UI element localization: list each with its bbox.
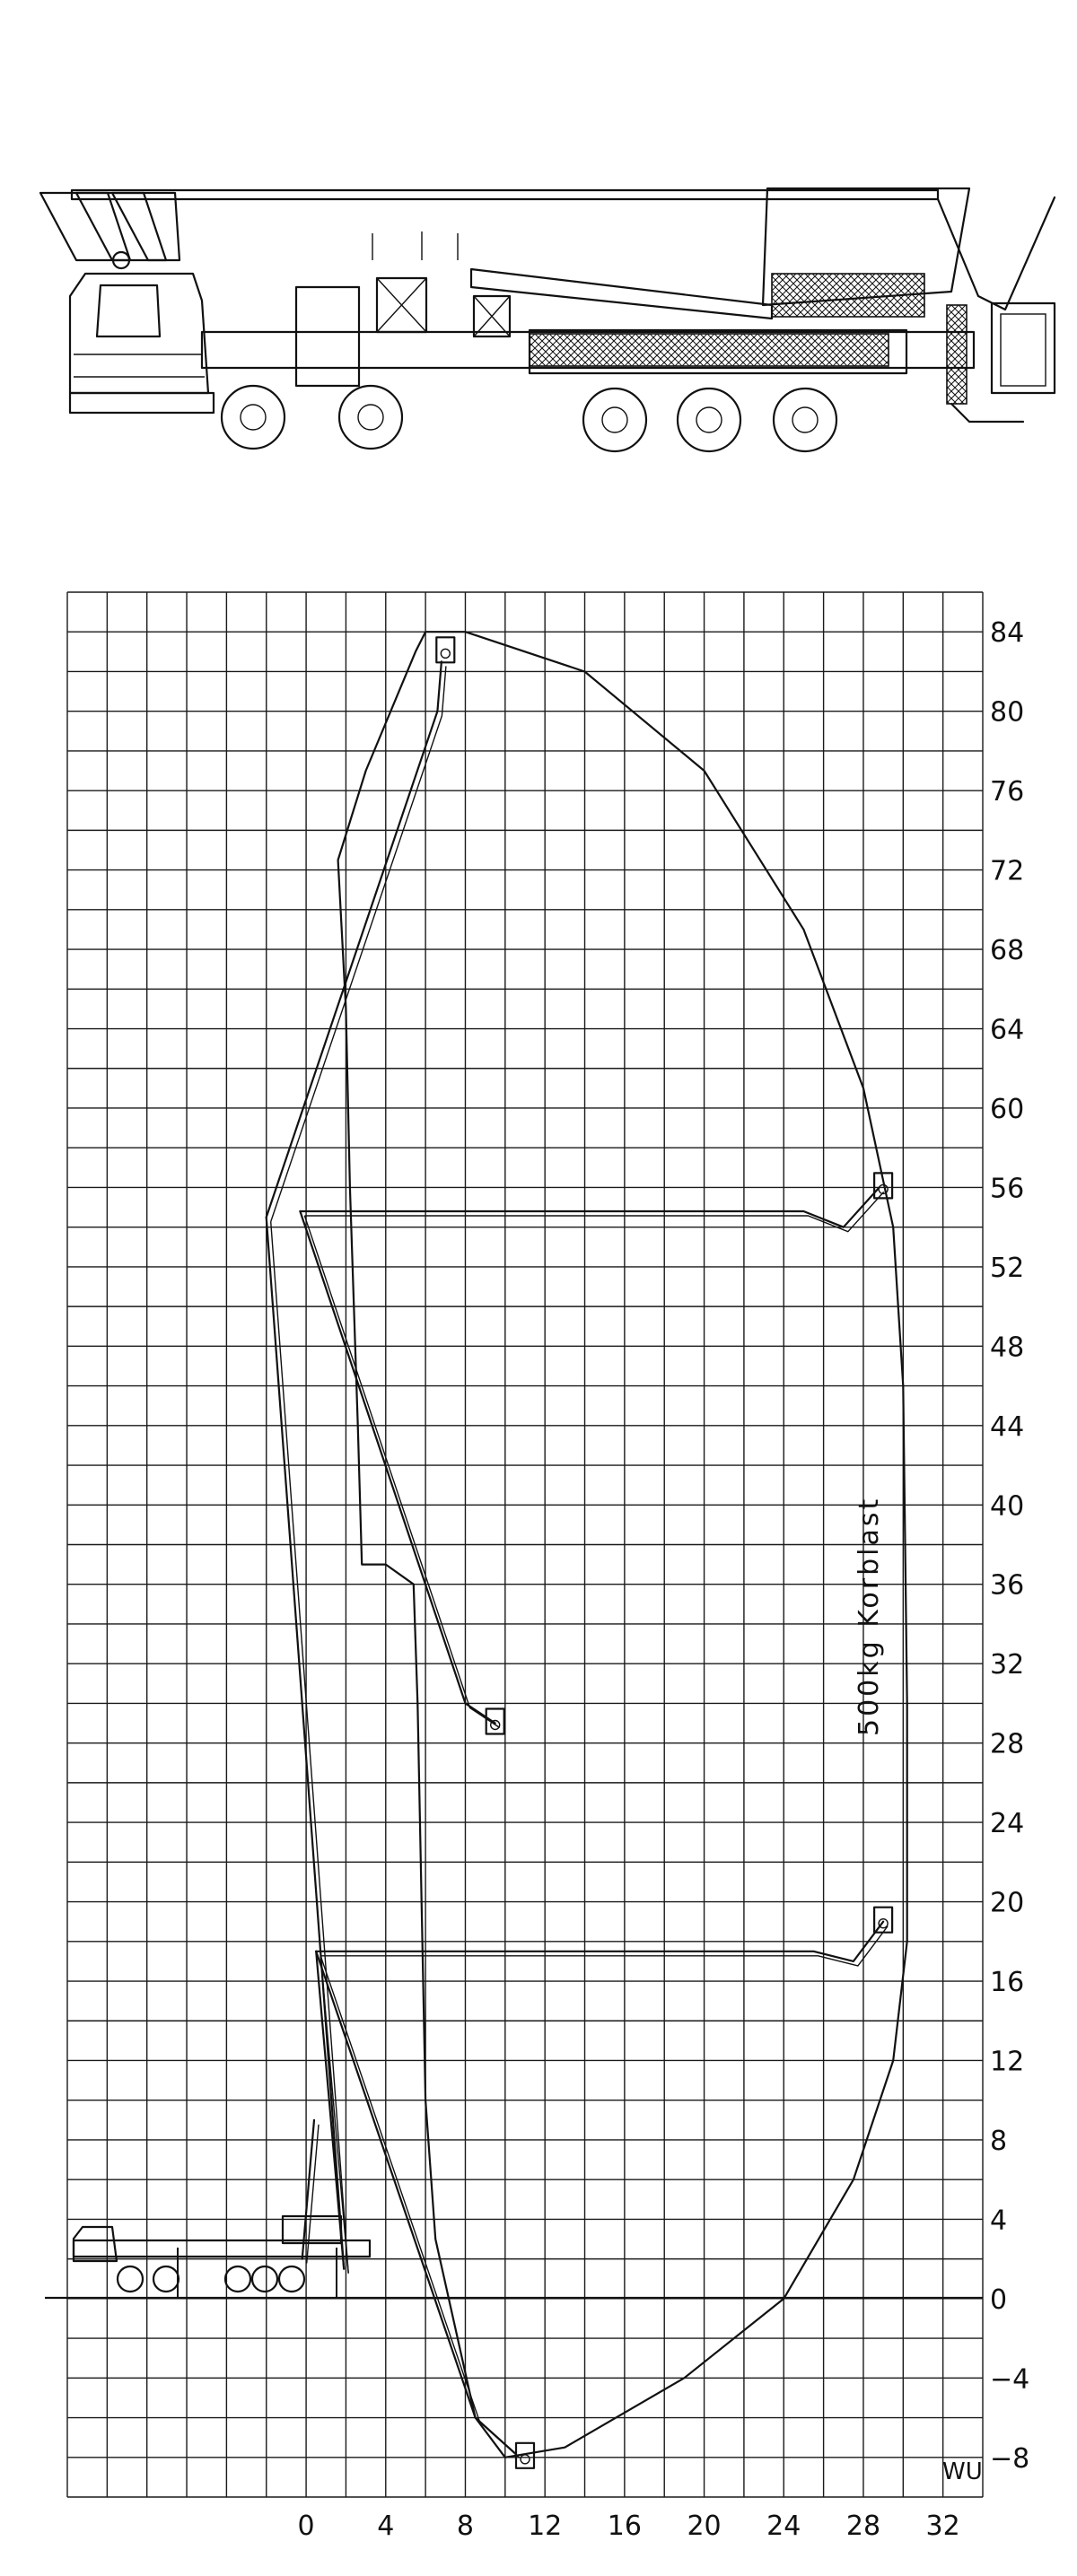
y-tick-label: 24 <box>990 1808 1025 1840</box>
support-posts <box>372 231 458 260</box>
wheel-2 <box>339 386 402 449</box>
upper-boom-folded-29-edge <box>304 1216 499 1728</box>
outrigger-box <box>530 334 889 366</box>
y-tick-label: −4 <box>990 2363 1030 2396</box>
stowed-basket-frame-c <box>112 193 180 260</box>
front-bumper <box>70 393 214 413</box>
x-tick-label: 12 <box>528 2511 563 2542</box>
cab-window <box>97 285 160 336</box>
base-turret <box>283 2216 341 2243</box>
stowed-secondary-boom <box>471 269 772 319</box>
x-tick-label: 8 <box>456 2511 475 2542</box>
basket-mid-folded <box>486 1709 504 1734</box>
y-tick-label: 72 <box>990 855 1025 887</box>
y-tick-label: 60 <box>990 1093 1025 1125</box>
base-truck <box>74 2216 370 2298</box>
upper-boom-horizontal-56 <box>300 1187 879 1227</box>
stowed-basket-frame-b <box>76 193 166 260</box>
truck-cab <box>70 274 208 393</box>
basket-max-height <box>436 637 454 662</box>
y-tick-label: 40 <box>990 1490 1025 1523</box>
y-tick-label: 68 <box>990 935 1025 967</box>
x-tick-label: 32 <box>925 2511 960 2542</box>
wheel-3 <box>583 389 646 451</box>
y-tick-label: 28 <box>990 1728 1025 1760</box>
rear-counterweight <box>772 274 924 317</box>
x-tick-label: 0 <box>297 2511 315 2542</box>
y-tick-label: 56 <box>990 1173 1025 1205</box>
rear-outrigger-foot <box>951 404 1023 422</box>
y-tick-label: 48 <box>990 1332 1025 1364</box>
y-tick-label: 36 <box>990 1569 1025 1602</box>
y-tick-label: 12 <box>990 2046 1025 2078</box>
wheel-5 <box>774 389 836 451</box>
upper-boom-horizontal-19-edge <box>320 1926 888 1966</box>
units-label: WU <box>942 2458 983 2485</box>
y-tick-label: 84 <box>990 617 1025 650</box>
y-tick-label: 64 <box>990 1014 1025 1046</box>
jib-cylinder <box>302 2120 314 2259</box>
y-tick-label: 76 <box>990 776 1025 808</box>
stowed-main-boom-top <box>72 190 938 199</box>
wheel-1 <box>222 386 285 449</box>
x-tick-label: 16 <box>607 2511 642 2542</box>
y-tick-label: 8 <box>990 2125 1008 2157</box>
y-tick-label: 80 <box>990 696 1025 729</box>
main-boom-short <box>316 1952 344 2269</box>
basket-marker-max-height <box>441 649 450 658</box>
x-axis-tick-labels <box>298 2511 960 2542</box>
range-grid <box>67 592 983 2497</box>
rear-rotator <box>947 305 967 404</box>
x-tick-label: 24 <box>766 2511 801 2542</box>
control-box-cross <box>377 278 426 332</box>
y-tick-label: 52 <box>990 1252 1025 1284</box>
basket-marker-lower-horizontal <box>879 1919 888 1928</box>
y-tick-label: 4 <box>990 2205 1008 2237</box>
y-tick-label: −8 <box>990 2442 1030 2475</box>
y-tick-label: 32 <box>990 1649 1025 1681</box>
rear-arm-link <box>938 197 1055 310</box>
envelope-label: 500kg Korblast <box>854 1496 885 1736</box>
cab-grille <box>74 354 205 377</box>
upper-boom-max-height <box>267 661 442 1217</box>
basket-marker-below-ground <box>521 2455 530 2464</box>
y-tick-label: 16 <box>990 1967 1025 1999</box>
upper-boom-below-ground-edge <box>320 1956 520 2458</box>
y-tick-label: 0 <box>990 2283 1008 2316</box>
y-axis-tick-labels <box>990 617 1029 2475</box>
rear-basket-inner <box>1001 314 1046 386</box>
main-boom-lower-edge <box>271 1222 349 2274</box>
x-tick-label: 20 <box>687 2511 722 2542</box>
truck-side-view <box>40 188 1055 451</box>
y-tick-label: 20 <box>990 1887 1025 1919</box>
turret-column <box>296 287 359 386</box>
y-tick-label: 44 <box>990 1410 1025 1443</box>
boom-positions <box>267 661 888 2458</box>
aux-box-cross <box>474 296 510 336</box>
wheel-4 <box>678 389 740 451</box>
x-tick-label: 28 <box>845 2511 881 2542</box>
x-tick-label: 4 <box>377 2511 395 2542</box>
